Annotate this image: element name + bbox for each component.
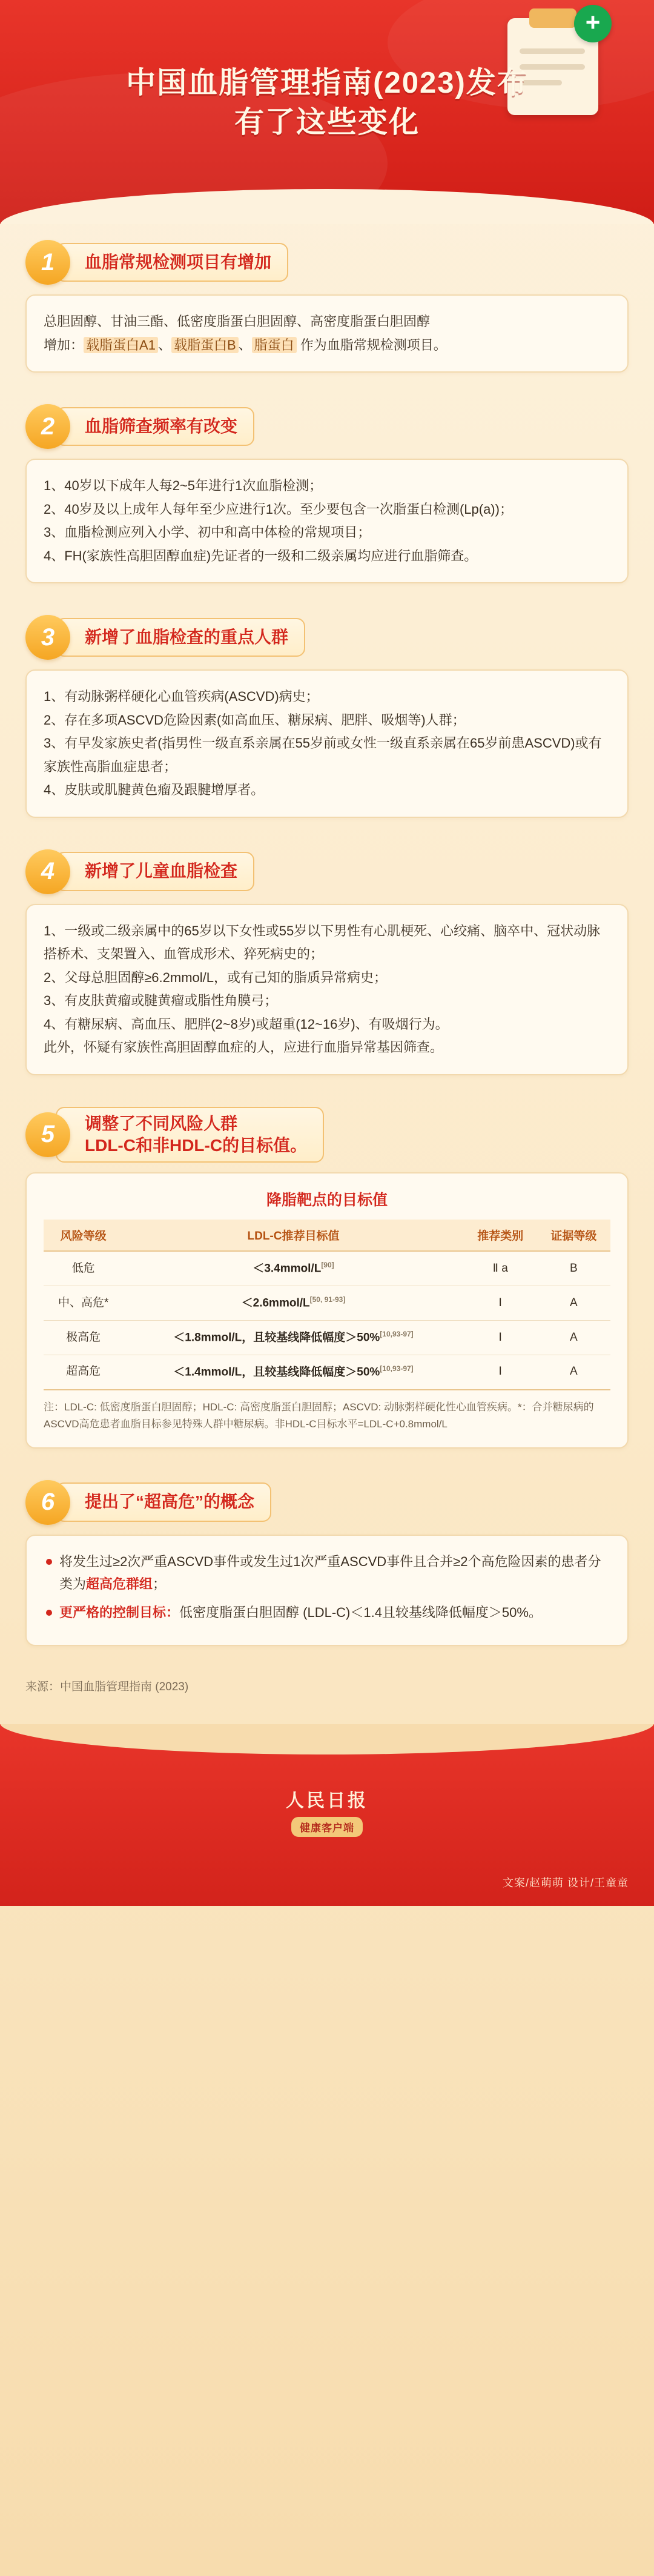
goal-row-class: Ⅰ <box>464 1320 537 1355</box>
page-title-line2: 有了这些变化 <box>234 105 420 139</box>
goal-row-risk: 超高危 <box>44 1355 123 1389</box>
goal-table-header-row <box>44 1220 610 1251</box>
goal-table-note: 注：LDL-C: 低密度脂蛋白胆固醇；HDL-C: 高密度脂蛋白胆固醇；ASCVD: 动脉粥样硬化性心血管疾病。*：合并糖尿病的ASCVD高危患者血脂目标参见特殊人群中糖尿病。非HDL-C目标水平=LDL-C+0.8mmol/L <box>44 1401 594 1430</box>
goal-row-value-text: ＜2.6mmol/L <box>241 1296 310 1310</box>
table-row <box>44 1355 610 1389</box>
section-3-paragraph: 2、存在多项ASCVD危险因素(如高血压、糖尿病、肥胖、吸烟等)人群； <box>44 712 466 728</box>
section-1-paragraph: 总胆固醇、甘油三酯、低密度脂蛋白胆固醇、高密度脂蛋白胆固醇 <box>44 314 431 329</box>
goal-row-value-text: ＜3.4mmol/L <box>253 1262 322 1275</box>
section-2-paragraph: 2、40岁及以上成年人每年至少应进行1次。至少要包含一次脂蛋白检测(Lp(a))； <box>44 501 513 517</box>
goal-table <box>44 1220 610 1390</box>
bullet-2-label: 更严格的控制目标： <box>59 1605 180 1621</box>
bullet-1-suffix: ； <box>153 1576 167 1592</box>
medical-plus-icon: + <box>574 5 612 42</box>
section-1-heading: 血脂常规检测项目有增加 <box>56 243 288 282</box>
brand-logo-name: 人民日报 <box>286 1790 368 1811</box>
section-6-heading: 提出了“超高危”的概念 <box>56 1482 271 1521</box>
goal-row-value-text: ＜1.4mmol/L，且较基线降低幅度＞50% <box>173 1366 380 1379</box>
goal-row-value <box>123 1355 463 1389</box>
section-1-hl-item-2: 载脂蛋白B <box>171 337 239 353</box>
section-6-header <box>25 1480 629 1525</box>
section-5-heading-line2: LDL-C和非HDL-C的目标值。 <box>85 1135 308 1155</box>
section-2-paragraph: 1、40岁以下成年人每2~5年进行1次血脂检测； <box>44 478 323 493</box>
section-3-badge: 3 <box>25 615 70 660</box>
table-row <box>44 1286 610 1321</box>
section-1-hl-item-3: 脂蛋白 <box>252 337 297 353</box>
section-5-badge: 5 <box>25 1112 70 1157</box>
section-4-heading: 新增了儿童血脂检查 <box>56 852 254 891</box>
goal-row-class: Ⅰ <box>464 1355 537 1389</box>
section-1-prefix: 增加： <box>44 337 84 353</box>
goal-row-risk: 中、高危* <box>44 1286 123 1321</box>
section-2-paragraph: 4、FH(家族性高胆固醇血症)先证者的一级和二级亲属均应进行血脂筛查。 <box>44 548 478 563</box>
section-3-paragraph: 4、皮肤或肌腱黄色瘤及跟腱增厚者。 <box>44 782 265 797</box>
section-4-paragraph: 4、有糖尿病、高血压、肥胖(2~8岁)或超重(12~16岁)、有吸烟行为。 <box>44 1016 449 1032</box>
section-6-bullet-list <box>44 1550 610 1624</box>
section-2-badge: 2 <box>25 404 70 449</box>
section-4 <box>25 849 629 1075</box>
goal-row-value-ref: [10,93-97] <box>380 1329 414 1338</box>
section-1-hl-item-1: 载脂蛋白A1 <box>84 337 158 353</box>
section-1-badge: 1 <box>25 240 70 285</box>
goal-table-col-risk: 风险等级 <box>44 1220 123 1251</box>
page-title-line1: 中国血脂管理指南(2023)发布 <box>126 67 528 99</box>
section-2-card <box>25 459 629 583</box>
section-2-heading: 血脂筛查频率有改变 <box>56 407 254 446</box>
section-1 <box>25 240 629 373</box>
section-4-badge: 4 <box>25 849 70 894</box>
section-3-paragraph: 3、有早发家族史者(指男性一级直系亲属在55岁前或女性一级直系亲属在65岁前患ASCVD)或有家族性高脂血症患者； <box>44 735 602 774</box>
section-6 <box>25 1480 629 1646</box>
section-3 <box>25 615 629 818</box>
goal-row-class: Ⅰ <box>464 1286 537 1321</box>
goal-row-value-text: ＜1.8mmol/L，且较基线降低幅度＞50% <box>173 1331 380 1344</box>
bullet-1-highlight: 超高危群组 <box>86 1576 153 1592</box>
goal-row-evidence: B <box>537 1251 610 1286</box>
section-4-paragraph: 3、有皮肤黄瘤或腱黄瘤或脂性角膜弓； <box>44 993 278 1008</box>
footer-wave-divider <box>0 1724 654 1754</box>
section-6-card <box>25 1535 629 1646</box>
bullet-1-text: 将发生过≥2次严重ASCVD事件或发生过1次严重ASCVD事件且合并≥2个高危险因素的患者分类为 <box>59 1553 601 1592</box>
goal-row-risk: 极高危 <box>44 1320 123 1355</box>
source-note: 来源：中国血脂管理指南 (2023) <box>25 1680 189 1693</box>
section-4-paragraph: 此外，怀疑有家族性高胆固醇血症的人，应进行血脂异常基因筛查。 <box>44 1040 444 1055</box>
section-5-header <box>25 1107 629 1163</box>
goal-row-value-ref: [10,93-97] <box>380 1364 414 1373</box>
section-5-heading <box>56 1107 324 1163</box>
content-area <box>0 224 654 1724</box>
section-3-heading: 新增了血脂检查的重点人群 <box>56 618 305 657</box>
goal-table-title: 降脂靶点的目标值 <box>266 1192 388 1209</box>
section-6-badge: 6 <box>25 1480 70 1525</box>
table-row <box>44 1320 610 1355</box>
footer-banner <box>0 1724 654 1906</box>
goal-row-evidence: A <box>537 1286 610 1321</box>
section-2-header <box>25 404 629 449</box>
goal-row-evidence: A <box>537 1355 610 1389</box>
section-2 <box>25 404 629 583</box>
goal-row-value <box>123 1251 463 1286</box>
goal-row-value <box>123 1320 463 1355</box>
section-3-card <box>25 669 629 818</box>
goal-table-col-class: 推荐类别 <box>464 1220 537 1251</box>
section-4-paragraph: 2、父母总胆固醇≥6.2mmol/L，或有己知的脂质异常病史； <box>44 969 388 985</box>
section-1-header <box>25 240 629 285</box>
header-banner <box>0 0 654 224</box>
list-item <box>44 1550 610 1596</box>
list-item <box>44 1601 610 1624</box>
section-2-paragraph: 3、血脂检测应列入小学、初中和高中体检的常规项目； <box>44 525 371 540</box>
bullet-2-text: 低密度脂蛋白胆固醇 (LDL-C)＜1.4且较基线降低幅度＞50%。 <box>179 1605 542 1621</box>
goal-row-class: Ⅱ a <box>464 1251 537 1286</box>
credits-text: 文案/赵萌萌 设计/王童童 <box>502 1876 629 1889</box>
goal-row-evidence: A <box>537 1320 610 1355</box>
section-4-card <box>25 904 629 1075</box>
section-1-card <box>25 294 629 373</box>
section-1-highlight-line: 增加： 载脂蛋白A1 、 载脂蛋白B 、 脂蛋白 作为血脂常规检测项目。 <box>44 337 447 353</box>
section-4-header <box>25 849 629 894</box>
clipboard-clip-icon <box>529 8 576 28</box>
page-title <box>0 64 654 142</box>
brand-logo <box>0 1790 654 1837</box>
clipboard-line-icon <box>520 48 585 54</box>
goal-row-value <box>123 1286 463 1321</box>
brand-logo-subtitle: 健康客户端 <box>291 1817 363 1837</box>
goal-row-value-ref: [90] <box>321 1261 334 1270</box>
goal-row-value-ref: [50, 91-93] <box>309 1295 346 1304</box>
section-3-header <box>25 615 629 660</box>
goal-table-col-value: LDL-C推荐目标值 <box>123 1220 463 1251</box>
section-5-card <box>25 1172 629 1448</box>
table-row <box>44 1251 610 1286</box>
section-5 <box>25 1107 629 1449</box>
goal-row-risk: 低危 <box>44 1251 123 1286</box>
goal-table-col-evidence: 证据等级 <box>537 1220 610 1251</box>
section-1-suffix: 作为血脂常规检测项目。 <box>300 337 447 353</box>
section-3-paragraph: 1、有动脉粥样硬化心血管疾病(ASCVD)病史； <box>44 689 319 704</box>
section-5-heading-line1: 调整了不同风险人群 <box>85 1114 238 1133</box>
section-4-paragraph: 1、一级或二级亲属中的65岁以下女性或55岁以下男性有心肌梗死、心绞痛、脑卒中、冠状动脉搭桥术、支架置入、血管成形术、猝死病史的； <box>44 923 601 961</box>
